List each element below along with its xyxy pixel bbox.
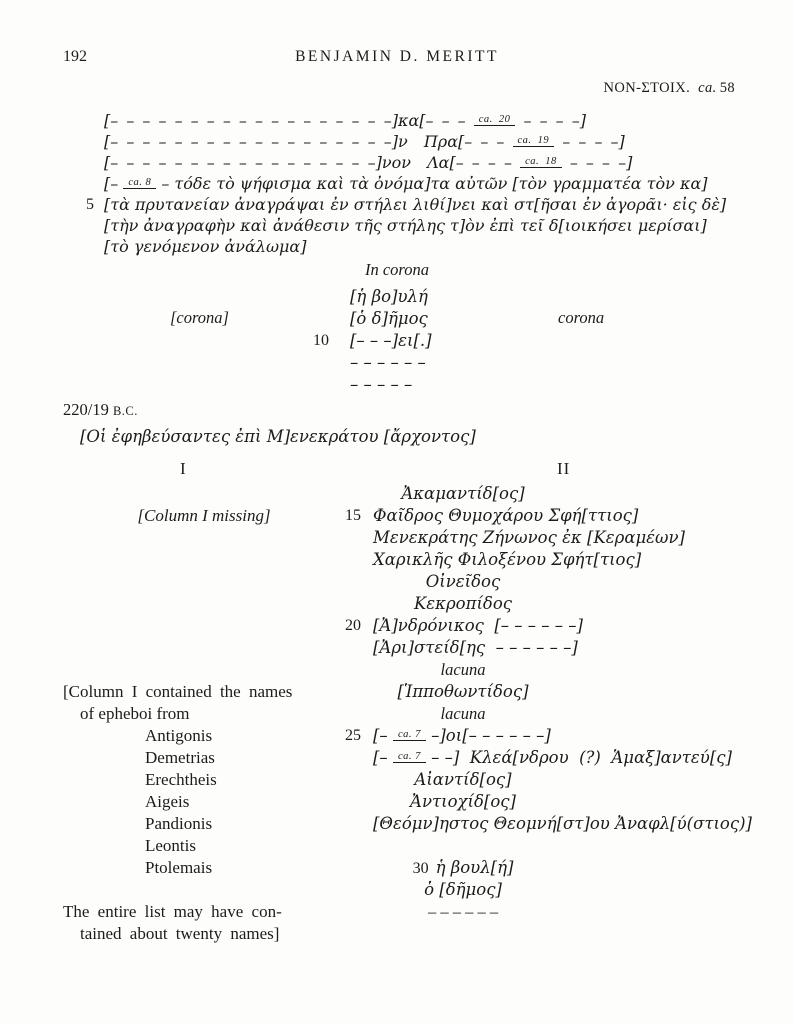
ephebe-row	[63, 527, 774, 549]
text-segment: [τὰ πρυτανείαν ἀναγράψαι ἐν στήλει λιθί]νει καὶ στ[ῆσαι ἐν ἀγορᾶι· εἰς δὲ]	[104, 195, 727, 214]
text-segment: ὁ [δῆμος]	[424, 880, 502, 899]
line-number	[86, 215, 104, 236]
text-segment: [Ἀρι]στείδ[ης – – – – – –]	[373, 638, 578, 657]
line-number	[345, 791, 373, 813]
column-two-text	[373, 615, 774, 637]
decree-line	[86, 131, 726, 152]
corona-line	[350, 286, 794, 308]
line-number	[345, 703, 373, 725]
text-segment: [– – – – – – – – – – – – – – – – – –]κα[– – –	[104, 111, 474, 130]
line-number	[345, 747, 373, 769]
ephebe-row	[63, 505, 774, 527]
corona-right-label: corona	[558, 308, 605, 327]
ephebe-row	[63, 747, 774, 769]
line-number	[345, 637, 373, 659]
text-segment: Αἰαντίδ[ος]	[414, 770, 512, 789]
line-number	[86, 173, 104, 194]
decree-line	[86, 110, 726, 131]
column-one-text: Ptolemais	[145, 858, 213, 877]
text-segment: lacuna	[440, 660, 486, 679]
text-segment: –]οι[– – – – – –]	[425, 726, 551, 745]
decree-line-text	[104, 236, 306, 257]
decree-line-text	[104, 110, 586, 131]
text-segment: – – – –]	[554, 132, 625, 151]
ephebe-row	[63, 857, 774, 879]
column-one-text: Demetrias	[145, 748, 215, 767]
line-number	[345, 681, 373, 703]
decree-line-text	[104, 173, 708, 194]
ephebe-row	[63, 659, 774, 681]
text-segment: Ἀντιοχίδ[ος]	[410, 792, 516, 811]
column-one-text: Aigeis	[145, 792, 190, 811]
text-segment: – – – –]	[515, 111, 587, 130]
corona-line	[350, 308, 794, 330]
column-two-text	[373, 549, 774, 571]
column-one-text	[63, 549, 345, 571]
column-one-text	[63, 593, 345, 615]
corona-line-text	[350, 375, 412, 394]
column-two-text	[373, 747, 774, 769]
line-number: 25	[345, 727, 361, 744]
ephebe-row	[63, 879, 774, 901]
line-number: 15	[345, 507, 361, 524]
text-segment: [– – –]ει[.]	[350, 331, 432, 350]
stoichedon-note	[603, 80, 735, 97]
text-segment: Ἀκαμαντίδ[ος]	[401, 484, 525, 503]
date-line	[63, 400, 138, 420]
text-segment: [– – – – – – – – – – – – – – – – – –]ν Πρα[– – –	[104, 132, 513, 151]
column-one-text	[63, 615, 345, 637]
ephebe-row	[63, 703, 774, 725]
text-segment: Κεκροπίδος	[413, 594, 513, 613]
column-two-text	[373, 681, 553, 703]
text-segment: – – – – – –	[427, 902, 499, 921]
ephebe-row	[63, 769, 774, 791]
text-segment: [– – – – – – – – – – – – – – – – –]νον Λα[– – – –	[104, 153, 521, 172]
stoichedon-count: 58	[719, 80, 735, 96]
text-segment: [–	[104, 174, 124, 193]
ephebe-row	[63, 725, 774, 747]
ephebe-row	[63, 681, 774, 703]
line-number	[86, 152, 104, 173]
corona-lines	[0, 286, 794, 396]
text-segment: [–	[373, 748, 393, 767]
ephebe-row	[63, 483, 774, 505]
line-number	[86, 236, 104, 257]
line-number	[86, 131, 104, 152]
corona-block	[0, 286, 794, 401]
column-one-text	[63, 637, 345, 659]
column-two-text	[373, 571, 553, 593]
corona-line	[350, 374, 794, 396]
column-one-text: of epheboi from	[80, 704, 190, 723]
text-segment: [Ἱπποθωντίδος]	[397, 682, 529, 701]
ephebe-row	[63, 615, 774, 637]
column-one-text	[63, 659, 345, 681]
corona-line-text	[350, 287, 428, 306]
text-segment: [Ἀ]νδρόνικος [– – – – – –]	[373, 616, 583, 635]
line-number: 20	[345, 617, 361, 634]
column-two-text	[373, 593, 553, 615]
column-one-text	[63, 527, 345, 549]
corona-line-text	[350, 309, 428, 328]
line-number	[345, 769, 373, 791]
column-one-header: I	[180, 459, 187, 478]
ephebe-rows	[63, 483, 774, 945]
line-number	[345, 571, 373, 593]
line-number: 30	[412, 860, 429, 877]
text-segment: Μενεκράτης Ζήνωνος ἐκ [Κεραμέων]	[373, 528, 685, 547]
text-segment: – –] Κλεά[νδρου (?) Ἁμαξ]αντεύ[ς]	[425, 748, 732, 767]
text-segment: – – – – –	[350, 375, 413, 394]
stoichedon-circa: ca.	[698, 80, 717, 96]
stoichedon-label: NON-ΣΤΟΙΧ.	[603, 80, 691, 96]
column-two-text	[373, 879, 553, 901]
line-number: 5	[86, 196, 94, 213]
column-one-text: Pandionis	[145, 814, 213, 833]
column-two-text	[373, 923, 774, 945]
lacuna-extent-label: ca. 7	[393, 751, 426, 763]
ephebe-row	[63, 637, 774, 659]
ephebe-row	[63, 901, 774, 923]
corona-line	[350, 352, 794, 374]
column-one-text	[63, 879, 345, 901]
lacuna-extent-label: ca. 18	[520, 156, 562, 168]
column-two-text	[373, 505, 774, 527]
text-segment: ἡ βουλ[ή]	[435, 858, 514, 877]
date-value: 220/19	[63, 400, 109, 419]
column-two-text	[373, 527, 774, 549]
column-one-text: The entire list may have con-	[63, 902, 282, 921]
decree-line-text	[104, 194, 726, 215]
ephebe-row	[63, 835, 774, 857]
column-two-text	[373, 901, 553, 923]
decree-line	[86, 215, 726, 236]
column-two-text	[373, 791, 553, 813]
line-number	[345, 901, 373, 923]
in-corona-label: In corona	[364, 260, 429, 279]
line-number	[345, 879, 373, 901]
running-head-author: BENJAMIN D. MERITT	[295, 48, 499, 65]
text-segment: – – – –]	[561, 153, 633, 172]
ephebe-row	[63, 923, 774, 945]
corona-left-label: [corona]	[170, 308, 229, 327]
line-number	[86, 110, 104, 131]
text-segment: lacuna	[440, 704, 486, 723]
line-number	[345, 549, 373, 571]
text-segment: [τὴν ἀναγραφὴν καὶ ἀνάθεσιν τῆς στήλης τ]ὸν ἐπὶ τεῖ δ[ιοικήσει μερίσαι]	[104, 216, 707, 235]
decree-line-text	[104, 131, 625, 152]
column-one-text	[63, 483, 345, 505]
column-two-header: II	[557, 459, 571, 478]
column-two-text	[373, 659, 553, 681]
column-two-text	[373, 637, 774, 659]
corona-line-text	[350, 331, 432, 350]
ephebe-row	[63, 791, 774, 813]
corona-line	[313, 330, 794, 352]
ephebe-row	[63, 549, 774, 571]
column-two-text	[373, 703, 553, 725]
line-number	[345, 813, 373, 835]
text-segment: [Θεόμν]ηστος Θεομνή[στ]ου Ἀναφλ[ύ(στιος)]	[373, 814, 752, 833]
line-number	[345, 593, 373, 615]
corona-line-text	[350, 353, 426, 372]
text-segment: [–	[373, 726, 393, 745]
column-two-text	[373, 835, 774, 857]
column-two-text	[373, 769, 553, 791]
running-head-row	[0, 48, 794, 66]
line-number	[345, 527, 373, 549]
text-segment: Φαῖδρος Θυμοχάρου Σφή[ττιος]	[373, 506, 639, 525]
ephebe-row	[63, 813, 774, 835]
text-segment: – – – – – –	[350, 353, 426, 372]
column-one-text: [Column I contained the names	[63, 682, 293, 701]
text-segment: [ὁ δ]ῆμος	[350, 309, 428, 328]
text-segment: Χαρικλῆς Φιλοξένου Σφήτ[τιος]	[373, 550, 642, 569]
line-number	[345, 659, 373, 681]
decree-line-text	[104, 152, 632, 173]
column-one-text: Antigonis	[145, 726, 213, 745]
page-number: 192	[63, 48, 87, 65]
decree-line	[86, 236, 726, 257]
column-one-text: Erechtheis	[145, 770, 217, 789]
lacuna-extent-label: ca. 7	[393, 729, 426, 741]
column-one-text: [Column I missing]	[137, 506, 271, 525]
line-number	[345, 857, 373, 879]
line-number	[345, 483, 373, 505]
decree-line-text	[104, 215, 707, 236]
date-era: B.C.	[112, 404, 138, 418]
text-segment: – τόδε τὸ ψήφισμα καὶ τὰ ὀνόμα]τα αὐτῶν [τὸν γραμματέα τὸν κα]	[156, 174, 708, 193]
ephebe-list-heading: [Οἱ ἐφηβεύσαντες ἐπὶ Μ]ενεκράτου [ἄρχοντος]	[80, 427, 476, 446]
line-number: 10	[313, 332, 329, 349]
column-one-text	[63, 571, 345, 593]
ephebe-row	[63, 593, 774, 615]
column-two-text	[373, 483, 553, 505]
column-one-text: tained about twenty names]	[80, 924, 280, 943]
decree-line	[86, 173, 726, 194]
lacuna-extent-label: ca. 20	[474, 114, 516, 126]
column-two-text	[373, 725, 774, 747]
column-two-text	[373, 813, 774, 835]
decree-lines	[86, 110, 726, 257]
decree-line	[86, 194, 726, 215]
lacuna-extent-label: ca. 19	[513, 135, 555, 147]
ephebe-row	[63, 571, 774, 593]
line-number	[345, 835, 373, 857]
column-one-text: Leontis	[145, 836, 196, 855]
decree-line	[86, 152, 726, 173]
column-two-text	[373, 857, 553, 879]
lacuna-extent-label: ca. 8	[123, 177, 156, 189]
text-segment: [ἡ βο]υλή	[350, 287, 428, 306]
text-segment: [τὸ γενόμενον ἀνάλωμα]	[104, 237, 307, 256]
text-segment: Οἰνεῖδος	[425, 572, 501, 591]
line-number	[345, 923, 373, 945]
